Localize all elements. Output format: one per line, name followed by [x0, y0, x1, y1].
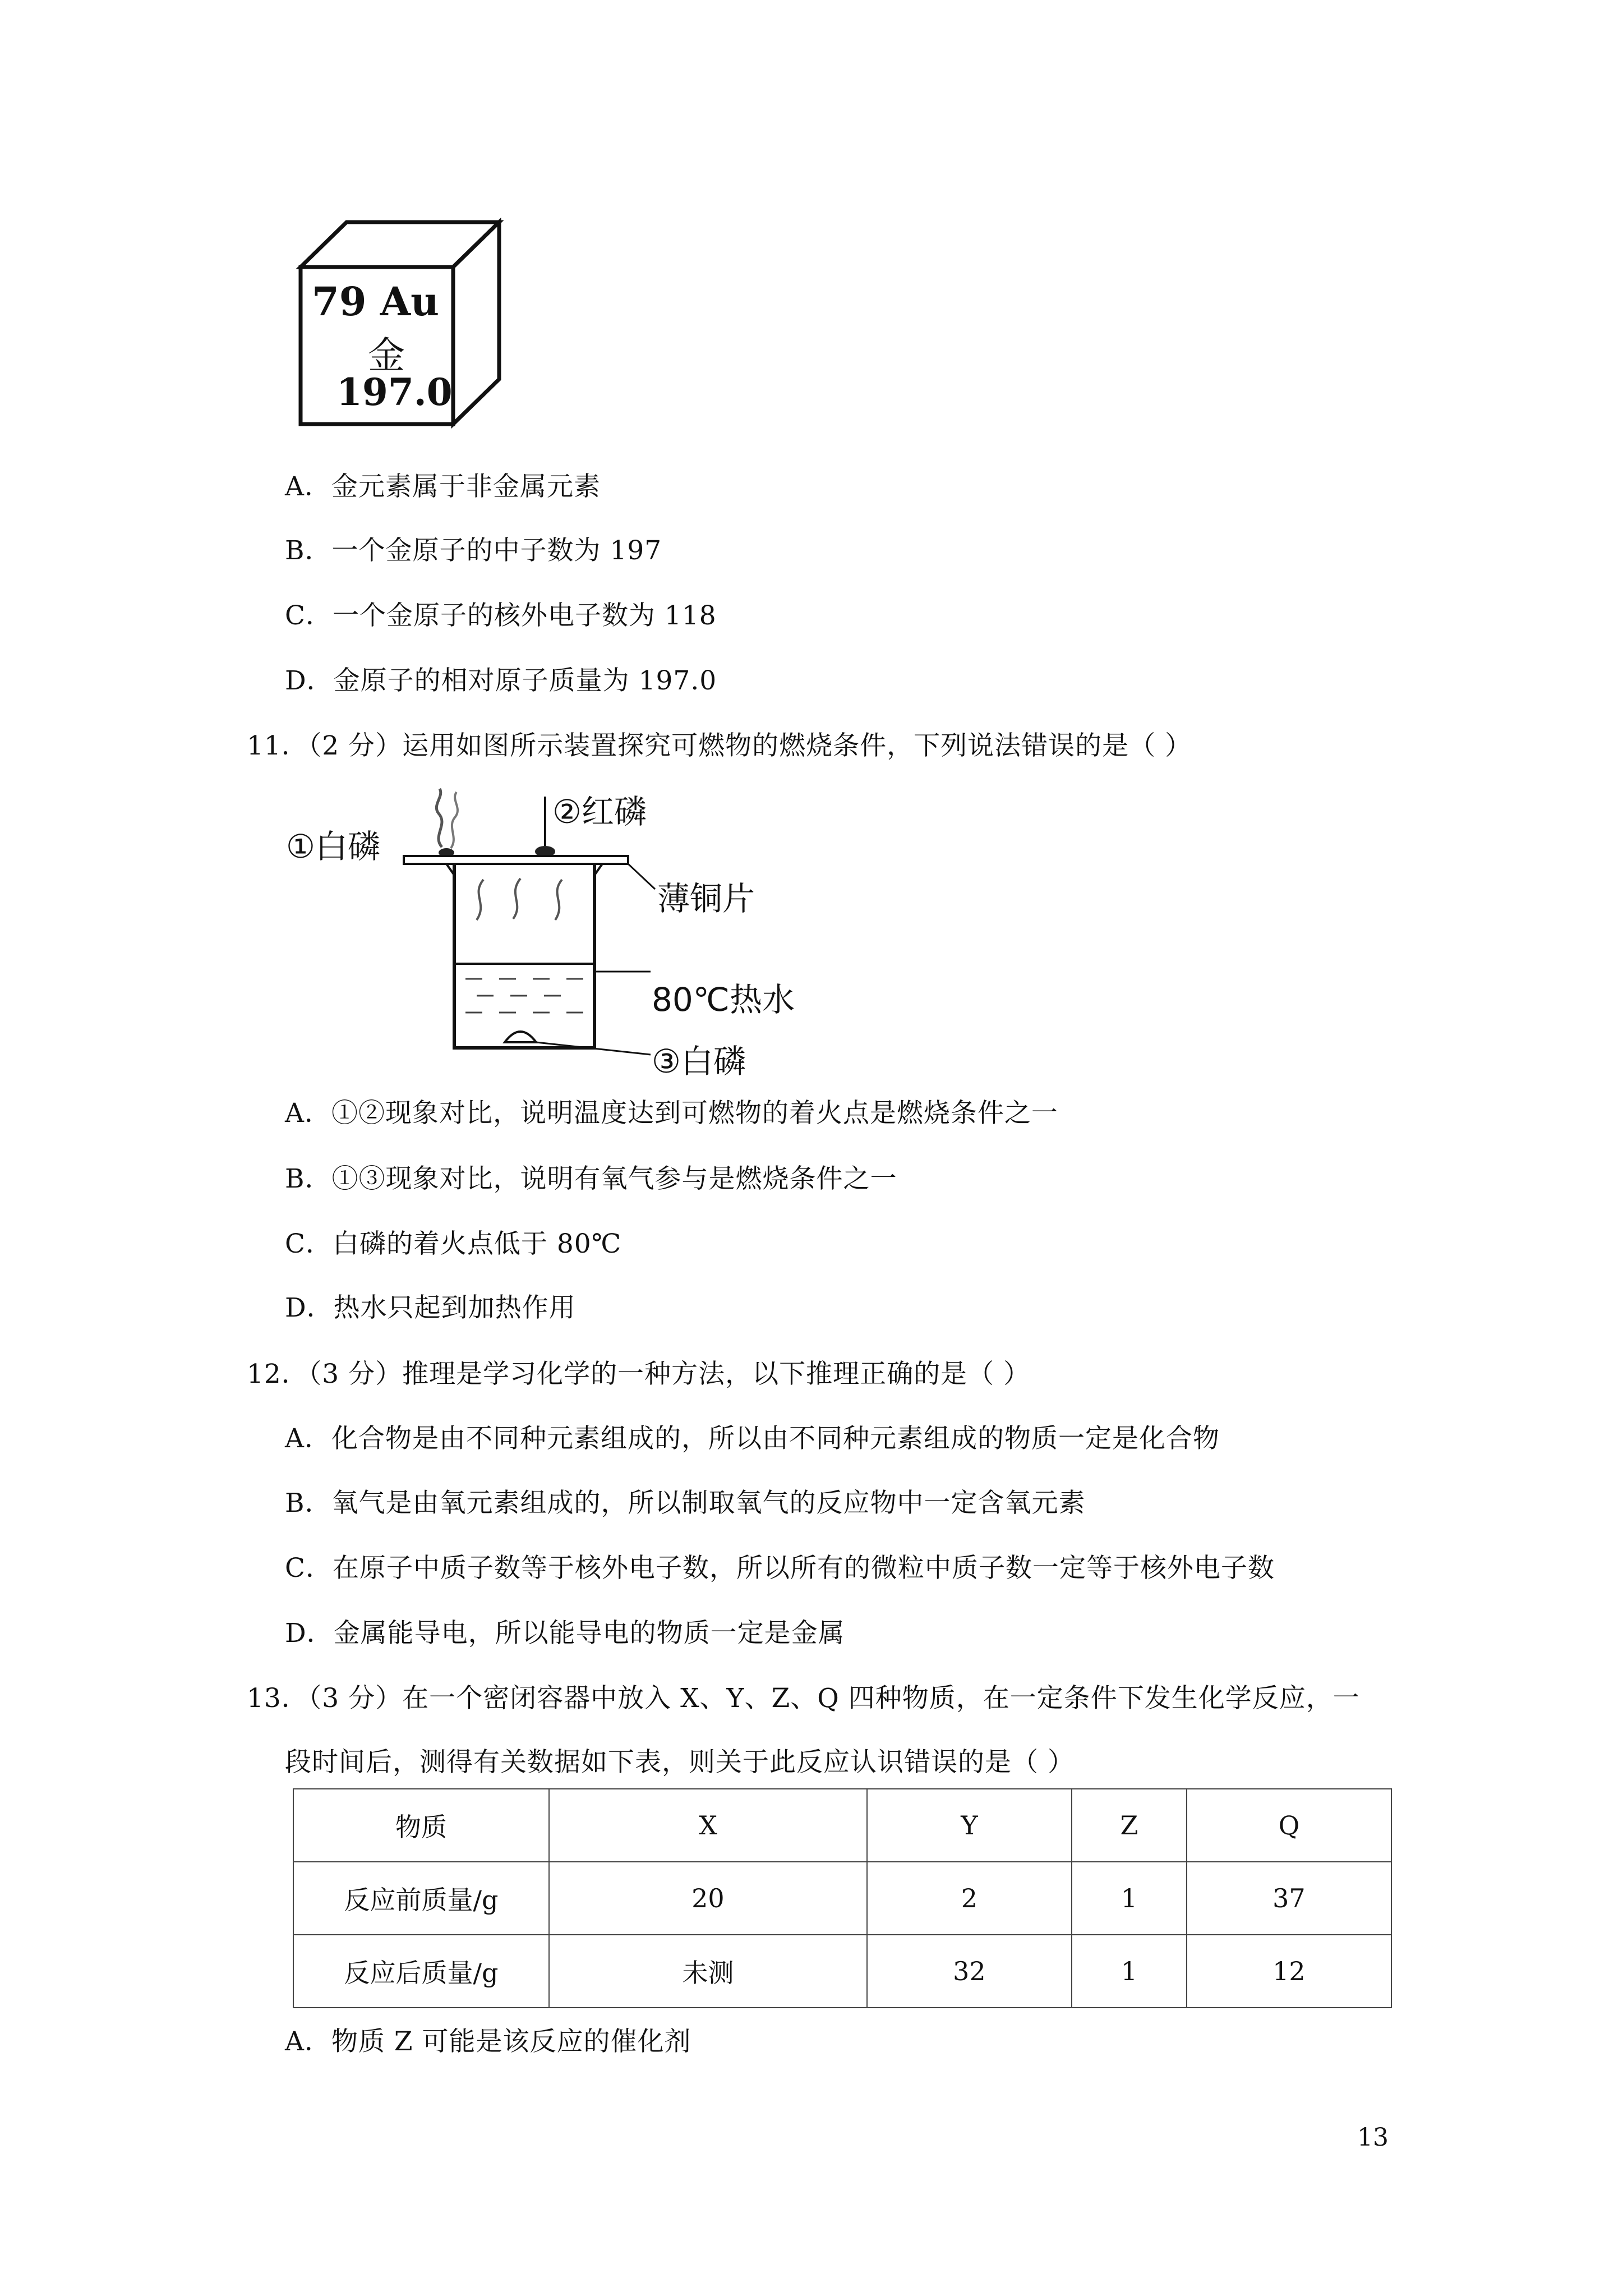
table-cell: 物质: [293, 1789, 549, 1862]
label-white-phosphorus-bottom: ③白磷: [652, 1042, 746, 1080]
q12-option-c: C．在原子中质子数等于核外电子数，所以所有的微粒中质子数一定等于核外电子数: [285, 1553, 1275, 1584]
table-row: [293, 1862, 1391, 1935]
q10-option-a: A．金元素属于非金属元素: [285, 471, 601, 502]
q13-option-a: A．物质 Z 可能是该反应的催化剂: [285, 2026, 691, 2057]
table-cell: Y: [867, 1789, 1072, 1862]
label-hot-water: 80℃热水: [652, 981, 795, 1019]
q12-option-a: A．化合物是由不同种元素组成的，所以由不同种元素组成的物质一定是化合物: [285, 1423, 1220, 1454]
element-symbol: Au: [380, 278, 440, 325]
q12-option-d: D．金属能导电，所以能导电的物质一定是金属: [285, 1618, 845, 1649]
q13-stem-line2: 段时间后，测得有关数据如下表，则关于此反应认识错误的是（ ）: [285, 1747, 1075, 1778]
table-cell: 2: [867, 1862, 1072, 1935]
atomic-mass: 197.0: [336, 370, 453, 414]
element-name: 金: [368, 334, 405, 377]
table-cell: X: [549, 1789, 867, 1862]
table-cell: Q: [1187, 1789, 1391, 1862]
q11-option-b: B．①③现象对比，说明有氧气参与是燃烧条件之一: [285, 1163, 897, 1194]
q11-option-a: A．①②现象对比，说明温度达到可燃物的着火点是燃烧条件之一: [285, 1098, 1058, 1129]
atomic-number: 79: [312, 278, 367, 325]
q12-option-b: B．氧气是由氧元素组成的，所以制取氧气的反应物中一定含氧元素: [285, 1488, 1086, 1519]
table-row: [293, 1935, 1391, 2008]
table-row: [293, 1789, 1391, 1862]
table-cell: Z: [1072, 1789, 1187, 1862]
q11-option-d: D．热水只起到加热作用: [285, 1292, 576, 1323]
q12-stem: 12．（3 分）推理是学习化学的一种方法，以下推理正确的是（ ）: [247, 1359, 1031, 1389]
table-cell: 32: [867, 1935, 1072, 2008]
q11-option-c: C．白磷的着火点低于 80℃: [285, 1228, 622, 1259]
q13-stem-line1: 13．（3 分）在一个密闭容器中放入 X、Y、Z、Q 四种物质，在一定条件下发生化学反应，一: [247, 1683, 1360, 1714]
label-copper-sheet: 薄铜片: [657, 880, 755, 918]
table-cell: 反应前质量/g: [293, 1862, 549, 1935]
table-cell: 37: [1187, 1862, 1391, 1935]
q13-data-table: [293, 1788, 1392, 2008]
table-cell: 反应后质量/g: [293, 1935, 549, 2008]
table-cell: 20: [549, 1862, 867, 1935]
table-cell: 未测: [549, 1935, 867, 2008]
q11-stem: 11．（2 分）运用如图所示装置探究可燃物的燃烧条件，下列说法错误的是（ ）: [247, 730, 1192, 761]
q10-option-b: B．一个金原子的中子数为 197: [285, 535, 662, 566]
q10-option-d: D．金原子的相对原子质量为 197.0: [285, 665, 717, 696]
table-cell: 1: [1072, 1935, 1187, 2008]
label-white-phosphorus-top: ①白磷: [286, 827, 380, 866]
table-cell: 1: [1072, 1862, 1187, 1935]
label-red-phosphorus: ②红磷: [552, 793, 647, 831]
element-number-symbol: [312, 278, 439, 325]
q10-option-c: C．一个金原子的核外电子数为 118: [285, 600, 717, 631]
page-number: 13: [1357, 2123, 1389, 2152]
table-cell: 12: [1187, 1935, 1391, 2008]
